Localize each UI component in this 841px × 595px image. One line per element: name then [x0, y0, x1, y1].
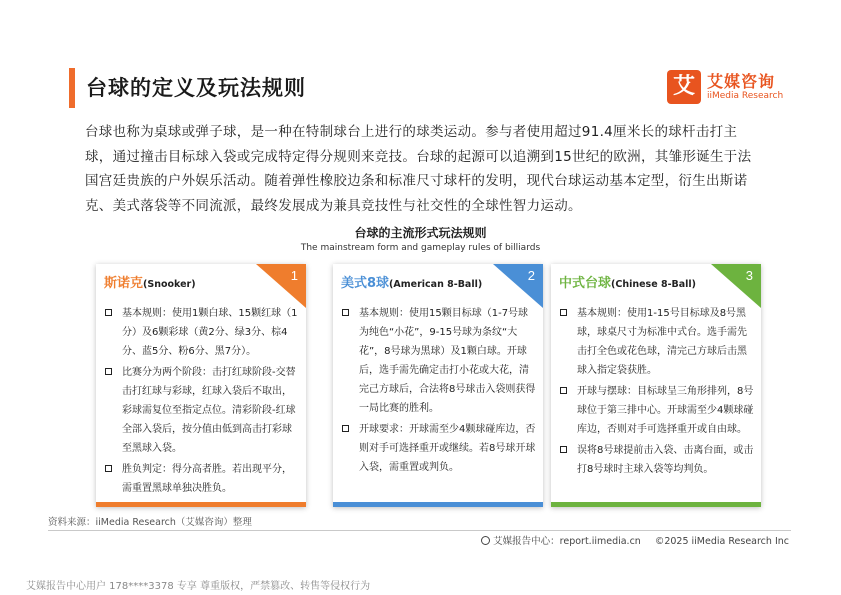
- rule-item: [341, 420, 537, 477]
- card-rule-list: [559, 304, 755, 481]
- rule-text: 开球与摆球：目标球呈三角形排列，8号球位于第三排中心。开球需至少4颗球碰库边，否则对手可选择重开或自由球。: [577, 386, 754, 435]
- rule-item: [104, 304, 300, 361]
- rule-item: [559, 382, 755, 439]
- card-heading: [341, 272, 482, 291]
- card-chinese-8ball: [551, 264, 761, 507]
- footer-divider: [48, 530, 791, 531]
- card-bottom-bar: [96, 502, 306, 507]
- intro-paragraph: 台球也称为桌球或弹子球，是一种在特制球台上进行的球类运动。参与者使用超过91.4厘米长的球杆击打主球，通过撞击目标球入袋或完成特定得分规则来竞技。台球的起源可以追溯到15世纪的欧洲，其雏形诞生于法国宫廷贵族的户外娱乐活动。随着弹性橡胶边条和标准尺寸球杆的发明，现代台球运动基本定型，衍生出斯诺克、美式落袋等不同流派，最终发展成为兼具竞技性与社交性的全球性智力运动。: [85, 124, 752, 214]
- card-number: 3: [745, 268, 753, 283]
- square-bullet-icon: [560, 309, 567, 316]
- iimedia-logo: [667, 70, 789, 106]
- globe-icon: [481, 536, 490, 545]
- card-name: 美式8球: [341, 276, 390, 291]
- copyright: ©2025 iiMedia Research Inc: [654, 536, 789, 547]
- report-center-link[interactable]: 艾媒报告中心：report.iimedia.cn: [493, 536, 641, 547]
- rule-text: 基本规则：使用15颗目标球（1-7号球为纯色“小花”，9-15号球为条纹“大花”，8号球为黑球）及1颗白球。开球后，选手需先确定击打小花或大花，清完己方球后，合法将8号球击入袋则获得一局比赛的胜利。: [359, 308, 536, 414]
- page-title: 台球的定义及玩法规则: [86, 76, 306, 100]
- title-accent-bar: [69, 68, 75, 108]
- card-name: 斯诺克: [104, 276, 144, 291]
- square-bullet-icon: [105, 368, 112, 375]
- card-corner: [711, 264, 761, 308]
- square-bullet-icon: [105, 309, 112, 316]
- rule-item: [341, 304, 537, 418]
- card-bottom-bar: [551, 502, 761, 507]
- rule-text: 误将8号球提前击入袋、击离台面，或击打8号球时主球入袋等均判负。: [577, 445, 754, 475]
- source-note: 资料来源：iiMedia Research（艾媒咨询）整理: [48, 517, 252, 528]
- rule-text: 基本规则：使用1-15号目标球及8号黑球，球桌尺寸为标准中式台。选手需先击打全色或花色球，清完己方球后击黑球入指定袋获胜。: [577, 308, 747, 376]
- rule-item: [559, 441, 755, 479]
- card-name-en: (Snooker): [143, 279, 196, 290]
- rule-item: [104, 363, 300, 458]
- card-number: 1: [290, 268, 298, 283]
- footer-info: [481, 533, 789, 547]
- card-heading: [104, 272, 196, 291]
- card-name: 中式台球: [559, 276, 612, 291]
- section-title: 台球的主流形式玩法规则: [354, 226, 487, 240]
- card-number: 2: [527, 268, 535, 283]
- logo-mark-icon: 艾: [667, 70, 701, 104]
- rule-item: [104, 460, 300, 498]
- rule-text: 基本规则：使用1颗白球、15颗红球（1分）及6颗彩球（黄2分、绿3分、棕4分、蓝5分、粉6分、黑7分）。: [122, 308, 298, 357]
- card-bottom-bar: [333, 502, 543, 507]
- card-corner: [493, 264, 543, 308]
- square-bullet-icon: [105, 465, 112, 472]
- section-title-en: The mainstream form and gameplay rules of billiards: [300, 243, 541, 253]
- card-rule-list: [341, 304, 537, 479]
- card-snooker: [96, 264, 306, 507]
- logo-name-en: iiMedia Research: [707, 91, 784, 101]
- rule-text: 胜负判定：得分高者胜。若出现平分，需重置黑球单独决胜负。: [122, 464, 292, 494]
- square-bullet-icon: [342, 309, 349, 316]
- card-heading: [559, 272, 696, 291]
- square-bullet-icon: [342, 425, 349, 432]
- card-american-8ball: [333, 264, 543, 507]
- rule-item: [559, 304, 755, 380]
- rule-text: 开球要求：开球需至少4颗球碰库边，否则对手可选择重开或继续。若8号球开球入袋，需重置或判负。: [359, 424, 536, 473]
- card-corner: [256, 264, 306, 308]
- card-rule-list: [104, 304, 300, 500]
- rule-text: 比赛分为两个阶段：击打红球阶段-交替击打红球与彩球，红球入袋后不取出，彩球需复位至指定点位。清彩阶段-红球全部入袋后，按分值由低到高击打彩球至黑球入袋。: [122, 367, 296, 454]
- card-name-en: (Chinese 8-Ball): [611, 279, 697, 290]
- square-bullet-icon: [560, 387, 567, 394]
- logo-name-cn: 艾媒咨询: [707, 72, 776, 91]
- card-name-en: (American 8-Ball): [389, 279, 483, 290]
- watermark-notice: 艾媒报告中心用户 178****3378 专享 尊重版权，严禁篡改、转售等侵权行为: [26, 581, 371, 592]
- square-bullet-icon: [560, 446, 567, 453]
